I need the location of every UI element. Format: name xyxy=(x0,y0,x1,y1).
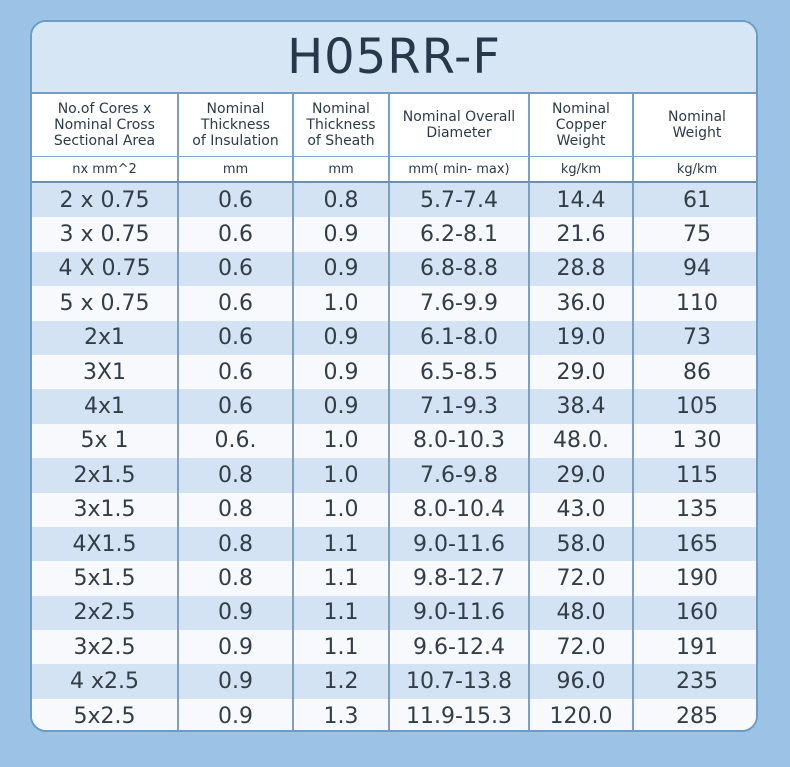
cell-copper-weight: 19.0 xyxy=(529,321,633,355)
cell-insulation: 0.6. xyxy=(178,424,293,458)
cell-sheath: 1.1 xyxy=(293,596,389,630)
header-overall-diameter: Nominal Overall Diameter xyxy=(389,94,529,157)
header-cores-area: No.of Cores x Nominal Cross Sectional Area xyxy=(32,94,178,157)
table-body xyxy=(32,182,758,732)
unit-copper-weight: kg/km xyxy=(529,157,633,183)
cell-sheath: 0.9 xyxy=(293,355,389,389)
cell-cores-area: 2x1.5 xyxy=(32,458,178,492)
cell-insulation: 0.6 xyxy=(178,182,293,217)
cell-sheath: 1.0 xyxy=(293,458,389,492)
cell-cores-area: 2 x 0.75 xyxy=(32,182,178,217)
cell-sheath: 0.9 xyxy=(293,389,389,423)
cell-weight: 105 xyxy=(633,389,758,423)
cell-copper-weight: 21.6 xyxy=(529,217,633,251)
cell-cores-area: 3x1.5 xyxy=(32,493,178,527)
cell-insulation: 0.9 xyxy=(178,596,293,630)
cell-weight: 1 30 xyxy=(633,424,758,458)
cell-weight: 160 xyxy=(633,596,758,630)
cell-insulation: 0.6 xyxy=(178,217,293,251)
cell-diameter: 6.5-8.5 xyxy=(389,355,529,389)
cell-cores-area: 2x2.5 xyxy=(32,596,178,630)
cell-insulation: 0.9 xyxy=(178,630,293,664)
cell-diameter: 5.7-7.4 xyxy=(389,182,529,217)
cell-weight: 94 xyxy=(633,252,758,286)
cell-sheath: 1.0 xyxy=(293,493,389,527)
cell-sheath: 0.8 xyxy=(293,182,389,217)
table-row xyxy=(32,699,758,732)
table-row xyxy=(32,389,758,423)
cell-weight: 61 xyxy=(633,182,758,217)
cell-insulation: 0.6 xyxy=(178,321,293,355)
cell-copper-weight: 14.4 xyxy=(529,182,633,217)
cell-weight: 110 xyxy=(633,286,758,320)
cell-cores-area: 4 X 0.75 xyxy=(32,252,178,286)
cell-cores-area: 5x 1 xyxy=(32,424,178,458)
cell-diameter: 9.0-11.6 xyxy=(389,527,529,561)
cell-weight: 165 xyxy=(633,527,758,561)
cell-diameter: 9.8-12.7 xyxy=(389,561,529,595)
cell-cores-area: 3x2.5 xyxy=(32,630,178,664)
cell-insulation: 0.8 xyxy=(178,527,293,561)
cell-copper-weight: 72.0 xyxy=(529,630,633,664)
cell-insulation: 0.8 xyxy=(178,493,293,527)
table-row xyxy=(32,424,758,458)
cell-insulation: 0.8 xyxy=(178,561,293,595)
cell-diameter: 7.6-9.8 xyxy=(389,458,529,492)
cell-insulation: 0.6 xyxy=(178,252,293,286)
cell-cores-area: 3X1 xyxy=(32,355,178,389)
cell-weight: 75 xyxy=(633,217,758,251)
cell-diameter: 8.0-10.3 xyxy=(389,424,529,458)
header-copper-weight: Nominal Copper Weight xyxy=(529,94,633,157)
cell-weight: 86 xyxy=(633,355,758,389)
cell-copper-weight: 43.0 xyxy=(529,493,633,527)
cell-diameter: 6.8-8.8 xyxy=(389,252,529,286)
cell-sheath: 1.0 xyxy=(293,424,389,458)
cell-diameter: 10.7-13.8 xyxy=(389,664,529,698)
cell-insulation: 0.6 xyxy=(178,389,293,423)
cell-weight: 73 xyxy=(633,321,758,355)
cell-insulation: 0.6 xyxy=(178,286,293,320)
header-insulation-thickness: Nominal Thickness of Insulation xyxy=(178,94,293,157)
cell-copper-weight: 72.0 xyxy=(529,561,633,595)
unit-sheath: mm xyxy=(293,157,389,183)
table-row xyxy=(32,493,758,527)
cell-copper-weight: 120.0 xyxy=(529,699,633,732)
cell-copper-weight: 48.0 xyxy=(529,596,633,630)
cell-diameter: 6.1-8.0 xyxy=(389,321,529,355)
cell-diameter: 9.6-12.4 xyxy=(389,630,529,664)
cell-sheath: 1.1 xyxy=(293,630,389,664)
cell-cores-area: 4 x2.5 xyxy=(32,664,178,698)
cell-cores-area: 4X1.5 xyxy=(32,527,178,561)
unit-cores-area: nx mm^2 xyxy=(32,157,178,183)
cell-copper-weight: 58.0 xyxy=(529,527,633,561)
table-row xyxy=(32,596,758,630)
cell-sheath: 1.0 xyxy=(293,286,389,320)
table-title: H05RR-F xyxy=(32,22,756,94)
cell-sheath: 1.1 xyxy=(293,527,389,561)
cell-sheath: 0.9 xyxy=(293,252,389,286)
cell-cores-area: 2x1 xyxy=(32,321,178,355)
cell-sheath: 1.1 xyxy=(293,561,389,595)
cell-weight: 191 xyxy=(633,630,758,664)
cell-diameter: 7.6-9.9 xyxy=(389,286,529,320)
cell-sheath: 1.2 xyxy=(293,664,389,698)
cell-weight: 235 xyxy=(633,664,758,698)
cell-weight: 190 xyxy=(633,561,758,595)
cell-copper-weight: 96.0 xyxy=(529,664,633,698)
cell-diameter: 8.0-10.4 xyxy=(389,493,529,527)
header-sheath-thickness: Nominal Thickness of Sheath xyxy=(293,94,389,157)
cell-copper-weight: 36.0 xyxy=(529,286,633,320)
table-row xyxy=(32,217,758,251)
header-weight: Nominal Weight xyxy=(633,94,758,157)
cell-weight: 115 xyxy=(633,458,758,492)
table-row xyxy=(32,252,758,286)
table-row xyxy=(32,321,758,355)
cell-copper-weight: 29.0 xyxy=(529,458,633,492)
table-row xyxy=(32,182,758,217)
cell-copper-weight: 38.4 xyxy=(529,389,633,423)
cell-copper-weight: 48.0. xyxy=(529,424,633,458)
cell-diameter: 6.2-8.1 xyxy=(389,217,529,251)
cell-diameter: 7.1-9.3 xyxy=(389,389,529,423)
table-row xyxy=(32,458,758,492)
cell-cores-area: 4x1 xyxy=(32,389,178,423)
table-row xyxy=(32,355,758,389)
unit-insulation: mm xyxy=(178,157,293,183)
table-row xyxy=(32,527,758,561)
cell-cores-area: 3 x 0.75 xyxy=(32,217,178,251)
cell-cores-area: 5x2.5 xyxy=(32,699,178,732)
cell-sheath: 0.9 xyxy=(293,217,389,251)
cell-weight: 285 xyxy=(633,699,758,732)
cell-diameter: 9.0-11.6 xyxy=(389,596,529,630)
cell-copper-weight: 29.0 xyxy=(529,355,633,389)
cell-sheath: 0.9 xyxy=(293,321,389,355)
unit-diameter: mm( min- max) xyxy=(389,157,529,183)
unit-weight: kg/km xyxy=(633,157,758,183)
cell-insulation: 0.9 xyxy=(178,664,293,698)
spec-table-card xyxy=(30,20,758,732)
table-row xyxy=(32,630,758,664)
cell-insulation: 0.8 xyxy=(178,458,293,492)
spec-table xyxy=(32,94,758,732)
cell-insulation: 0.6 xyxy=(178,355,293,389)
cell-copper-weight: 28.8 xyxy=(529,252,633,286)
table-row xyxy=(32,286,758,320)
cell-cores-area: 5 x 0.75 xyxy=(32,286,178,320)
cell-diameter: 11.9-15.3 xyxy=(389,699,529,732)
units-row xyxy=(32,157,758,183)
header-row xyxy=(32,94,758,157)
cell-insulation: 0.9 xyxy=(178,699,293,732)
cell-weight: 135 xyxy=(633,493,758,527)
table-row xyxy=(32,664,758,698)
cell-sheath: 1.3 xyxy=(293,699,389,732)
table-row xyxy=(32,561,758,595)
cell-cores-area: 5x1.5 xyxy=(32,561,178,595)
